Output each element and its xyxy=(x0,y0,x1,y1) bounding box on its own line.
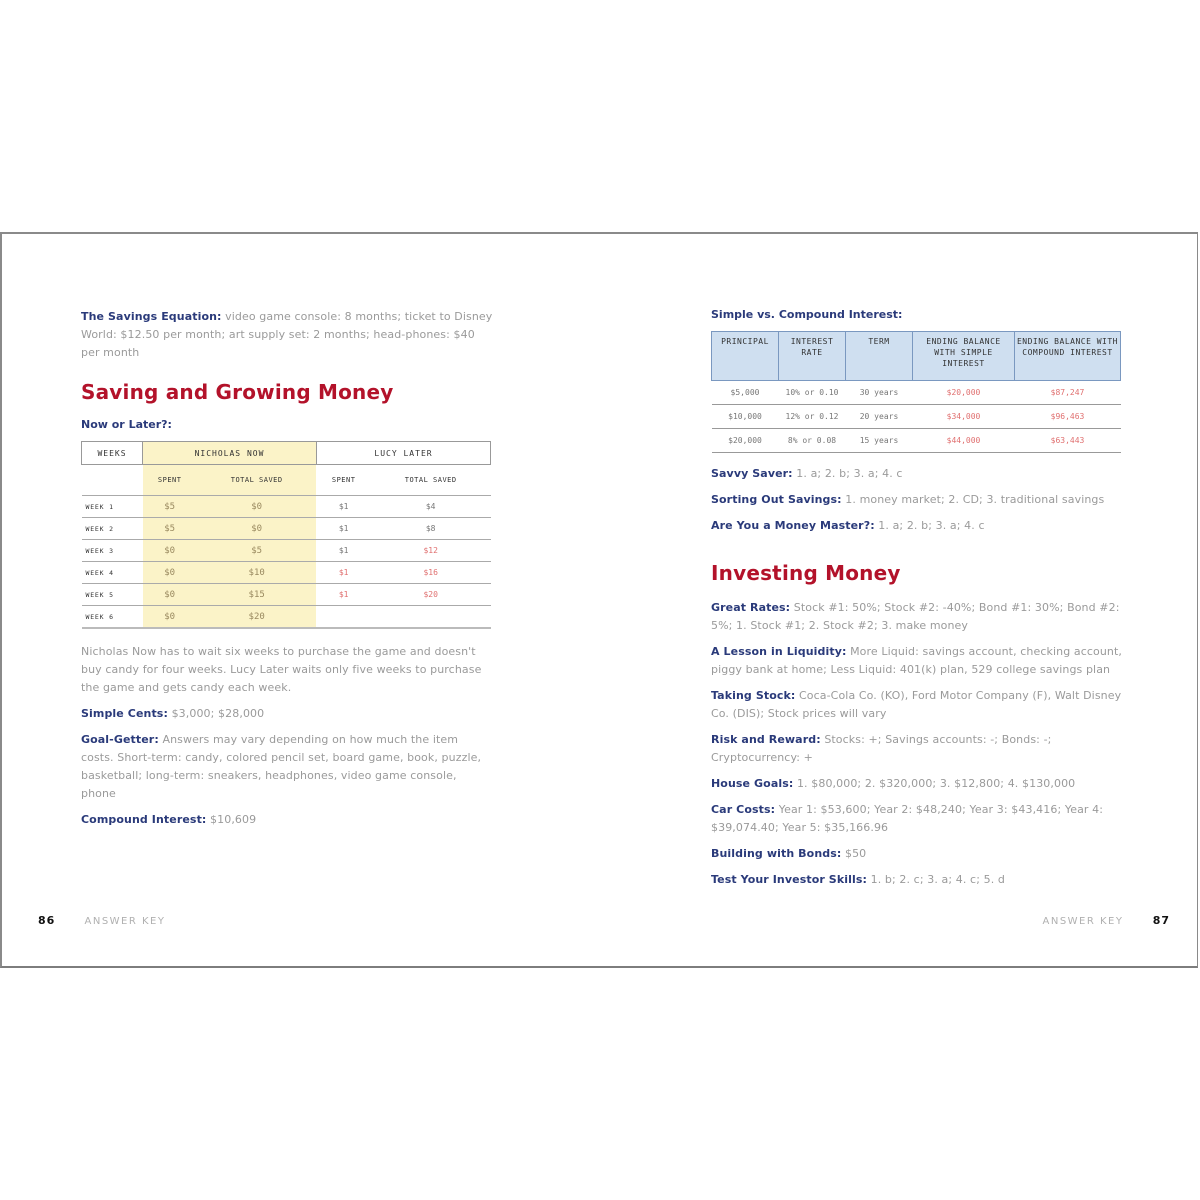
answer-text: More Liquid: savings account, checking account, piggy bank at home; Less Liquid: 401(k) plan, 529 college savings plan xyxy=(711,645,1122,676)
week-label: WEEK 6 xyxy=(82,606,143,629)
principal: $5,000 xyxy=(712,381,779,405)
lucy-saved: $8 xyxy=(371,518,491,540)
header-nicholas-now: NICHOLAS NOW xyxy=(143,442,317,465)
answer-text: video game console: 8 months; ticket to Disney World: $12.50 per month; art supply set: 2 months; head-phones: $40 per month xyxy=(81,310,493,359)
lucy-spent: $1 xyxy=(316,496,370,518)
nicholas-spent: $0 xyxy=(143,540,197,562)
answer-building-with-bonds xyxy=(711,845,1123,863)
answer-text: Answers may vary depending on how much the item costs. Short-term: candy, colored pencil set, board game, book, puzzle, basketball; long-term: sneakers, headphones, video game console, phone xyxy=(81,733,482,800)
header-interest-rate: INTEREST RATE xyxy=(779,332,846,381)
lucy-spent: $1 xyxy=(316,562,370,584)
table-row xyxy=(82,518,491,540)
section-title-investing: Investing Money xyxy=(711,561,901,585)
answer-text: $50 xyxy=(841,847,867,860)
header-ending-simple: ENDING BALANCE WITH SIMPLE INTEREST xyxy=(913,332,1015,381)
answer-car-costs xyxy=(711,801,1123,837)
section-title-saving: Saving and Growing Money xyxy=(81,380,394,404)
nicholas-saved: $10 xyxy=(197,562,317,584)
header-ending-compound: ENDING BALANCE WITH COMPOUND INTEREST xyxy=(1014,332,1120,381)
principal: $10,000 xyxy=(712,405,779,429)
answer-taking-stock xyxy=(711,687,1123,723)
answer-text: 1. money market; 2. CD; 3. traditional savings xyxy=(841,493,1105,506)
answer-label: Goal-Getter: xyxy=(81,733,159,746)
subheader-total-saved: TOTAL SAVED xyxy=(197,465,317,496)
compound-table-label: Simple vs. Compound Interest: xyxy=(711,308,903,321)
answer-text: 1. a; 2. b; 3. a; 4. c xyxy=(792,467,903,480)
lucy-saved: $20 xyxy=(371,584,491,606)
answer-lesson-in-liquidity xyxy=(711,643,1123,679)
answer-label: Test Your Investor Skills: xyxy=(711,873,868,886)
lucy-saved xyxy=(371,606,491,629)
answer-savings-equation xyxy=(81,308,493,362)
ending-compound: $96,463 xyxy=(1014,405,1120,429)
week-label: WEEK 4 xyxy=(82,562,143,584)
answer-label: Sorting Out Savings: xyxy=(711,493,842,506)
table-row xyxy=(82,584,491,606)
answer-text: 1. b; 2. c; 3. a; 4. c; 5. d xyxy=(867,873,1005,886)
running-footer: ANSWER KEY xyxy=(84,916,166,927)
answer-goal-getter xyxy=(81,731,493,803)
nicholas-spent: $0 xyxy=(143,562,197,584)
table-row xyxy=(712,429,1121,453)
now-or-later-explanation: Nicholas Now has to wait six weeks to purchase the game and doesn't buy candy for four weeks. Lucy Later waits only five weeks to purchase the game and gets candy each week. xyxy=(81,645,482,694)
answer-label: Savvy Saver: xyxy=(711,467,793,480)
answer-label: House Goals: xyxy=(711,777,794,790)
answer-text: $3,000; $28,000 xyxy=(167,707,265,720)
answer-text: Coca-Cola Co. (KO), Ford Motor Company (F), Walt Disney Co. (DIS); Stock prices will vary xyxy=(711,689,1122,720)
nicholas-spent: $5 xyxy=(143,496,197,518)
table-row xyxy=(712,381,1121,405)
answer-label: Are You a Money Master?: xyxy=(711,519,875,532)
nicholas-spent: $0 xyxy=(143,606,197,629)
term: 15 years xyxy=(846,429,913,453)
week-label: WEEK 1 xyxy=(82,496,143,518)
left-page xyxy=(2,234,602,966)
subheader-total-saved: TOTAL SAVED xyxy=(404,476,457,484)
ending-compound: $63,443 xyxy=(1014,429,1120,453)
page-number: 86 xyxy=(38,914,56,927)
answer-label: Compound Interest: xyxy=(81,813,207,826)
page-number: 87 xyxy=(1152,914,1170,927)
table-row xyxy=(712,405,1121,429)
answer-text: Year 1: $53,600; Year 2: $48,240; Year 3: $43,416; Year 4: $39,074.40; Year 5: $35,166.96 xyxy=(711,803,1104,834)
nicholas-spent: $5 xyxy=(143,518,197,540)
ending-compound: $87,247 xyxy=(1014,381,1120,405)
lucy-saved: $12 xyxy=(371,540,491,562)
table-row xyxy=(82,540,491,562)
header-weeks: WEEKS xyxy=(82,442,143,465)
ending-simple: $34,000 xyxy=(913,405,1015,429)
lucy-saved: $16 xyxy=(371,562,491,584)
nicholas-spent: $0 xyxy=(143,584,197,606)
interest-rate: 12% or 0.12 xyxy=(779,405,846,429)
ending-simple: $20,000 xyxy=(913,381,1015,405)
answer-label: Great Rates: xyxy=(711,601,791,614)
ending-simple: $44,000 xyxy=(913,429,1015,453)
answer-money-master xyxy=(711,517,1123,535)
answer-label: The Savings Equation: xyxy=(81,310,222,323)
lucy-spent: $1 xyxy=(316,584,370,606)
term: 20 years xyxy=(846,405,913,429)
subheader-spent: SPENT xyxy=(331,476,356,484)
now-or-later-label: Now or Later?: xyxy=(81,418,172,431)
answer-label: Risk and Reward: xyxy=(711,733,821,746)
answer-label: Taking Stock: xyxy=(711,689,796,702)
nicholas-saved: $0 xyxy=(197,518,317,540)
table-row xyxy=(82,606,491,629)
right-footer xyxy=(1043,914,1171,927)
answer-great-rates xyxy=(711,599,1123,635)
answer-simple-cents xyxy=(81,705,493,723)
simple-vs-compound-table xyxy=(711,331,1121,453)
week-label: WEEK 5 xyxy=(82,584,143,606)
principal: $20,000 xyxy=(712,429,779,453)
answer-text: Stocks: +; Savings accounts: -; Bonds: -; Cryptocurrency: + xyxy=(711,733,1052,764)
header-principal: PRINCIPAL xyxy=(712,332,779,381)
lucy-spent: $1 xyxy=(316,540,370,562)
answer-savvy-saver xyxy=(711,465,1123,483)
answer-label: A Lesson in Liquidity: xyxy=(711,645,847,658)
nicholas-saved: $0 xyxy=(197,496,317,518)
running-footer: ANSWER KEY xyxy=(1042,916,1124,927)
right-page xyxy=(602,234,1200,966)
lucy-spent: $1 xyxy=(316,518,370,540)
table-row xyxy=(82,562,491,584)
nicholas-saved: $20 xyxy=(197,606,317,629)
header-lucy-later: LUCY LATER xyxy=(316,442,490,465)
left-footer xyxy=(38,914,166,927)
answer-compound-interest xyxy=(81,811,493,829)
answer-text: 1. $80,000; 2. $320,000; 3. $12,800; 4. $130,000 xyxy=(793,777,1076,790)
interest-rate: 10% or 0.10 xyxy=(779,381,846,405)
term: 30 years xyxy=(846,381,913,405)
answer-sorting-out-savings xyxy=(711,491,1123,509)
answer-test-investor-skills xyxy=(711,871,1123,889)
answer-label: Simple Cents: xyxy=(81,707,168,720)
subheader-spent: SPENT xyxy=(143,465,197,496)
interest-rate: 8% or 0.08 xyxy=(779,429,846,453)
answer-house-goals xyxy=(711,775,1123,793)
lucy-saved: $4 xyxy=(371,496,491,518)
answer-risk-and-reward xyxy=(711,731,1123,767)
answer-label: Car Costs: xyxy=(711,803,776,816)
week-label: WEEK 3 xyxy=(82,540,143,562)
header-term: TERM xyxy=(846,332,913,381)
answer-label: Building with Bonds: xyxy=(711,847,842,860)
now-or-later-table xyxy=(81,441,491,629)
right-column xyxy=(711,308,1123,897)
nicholas-saved: $15 xyxy=(197,584,317,606)
lucy-spent xyxy=(316,606,370,629)
table-row xyxy=(82,496,491,518)
nicholas-saved: $5 xyxy=(197,540,317,562)
answer-text: $10,609 xyxy=(206,813,257,826)
book-spread xyxy=(0,232,1198,968)
left-column xyxy=(81,308,493,837)
answer-text: Stock #1: 50%; Stock #2: -40%; Bond #1: 30%; Bond #2: 5%; 1. Stock #1; 2. Stock #2; 3. make money xyxy=(711,601,1120,632)
week-label: WEEK 2 xyxy=(82,518,143,540)
answer-text: 1. a; 2. b; 3. a; 4. c xyxy=(874,519,985,532)
